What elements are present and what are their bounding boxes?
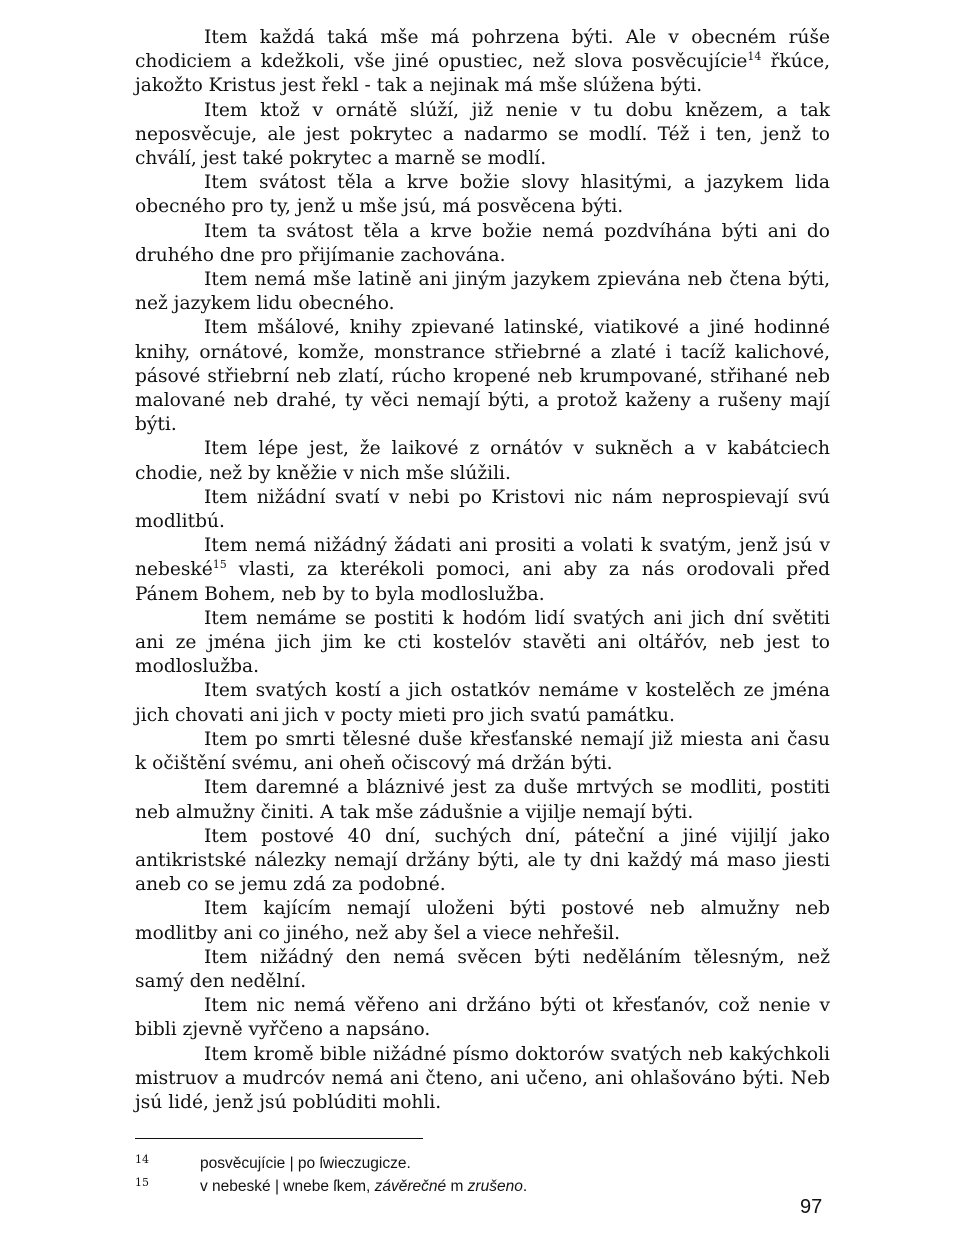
paragraph-1 (135, 26, 830, 99)
paragraph-14: Item postové 40 dní, suchých dní, páteční a jiné vijiljí jako antikristské nálezky nemají držány býti, ale ty dni každý má maso jiesti aneb co se jemu zdá za podobné. (135, 825, 830, 896)
footnote-ref-14: 14 (747, 50, 762, 64)
footnote-italic-note: zrušeno (467, 1178, 523, 1195)
footnote-text-part: m (446, 1178, 468, 1195)
paragraph-text-continued: řkúce, jakožto Kristus jest řekl - tak a nejinak má mše slúžena býti. (135, 51, 830, 97)
paragraph-5: Item nemá mše latině ani jiným jazykem zpievána neb čtena býti, než jazykem lidu obecného. (135, 269, 830, 315)
paragraph-9 (135, 534, 830, 607)
paragraph-4: Item ta svátost těla a krve božie nemá pozdvíhána býti ani do druhého dne pro přijímanie zachována. (135, 220, 830, 266)
footnote-number: 14 (135, 1153, 149, 1166)
footnote-15 (135, 1175, 695, 1198)
footnote-text (200, 1175, 527, 1198)
footnote-14 (135, 1152, 695, 1175)
paragraph-15: Item kajícím nemají uloženi býti postové neb almužny neb modlitby ani co jiného, než aby šel a viece nehřešil. (135, 898, 830, 944)
footnote-italic-note: závěrečné (374, 1178, 447, 1195)
footnote-number: 15 (135, 1176, 149, 1189)
paragraph-18: Item kromě bible nižádné písmo doktorów svatých neb kakýchkoli mistruov a mudrcóv nemá ani čteno, ani učeno, ani ohlašováno býti. Neb jsú lidé, jenž jsú poblúditi mohli. (135, 1043, 830, 1113)
paragraph-2: Item ktož v ornátě slúží, již nenie v tu dobu knězem, a tak neposvěcuje, ale jest pokrytec a nadarmo se modlí. Též i ten, jenž to chválí, jest také pokrytec a marně se modlí. (135, 99, 830, 170)
footnote-ref-15: 15 (212, 558, 227, 572)
paragraph-7: Item lépe jest, že laikové z ornátóv v suknĕch a v kabátciech chodie, než by kněžie v nich mše slúžili. (135, 438, 830, 484)
paragraph-17: Item nic nemá věřeno ani držáno býti ot křesťanóv, což nenie v bibli zjevně vyřčeno a napsáno. (135, 995, 830, 1041)
footnote-text: posvěcujície | po ſwieczugicze. (200, 1155, 411, 1172)
footnote-separator (135, 1138, 423, 1139)
paragraph-10: Item nemáme se postiti k hodóm lidí svatých ani jich dní světiti ani ze jména jich jim ke cti kostelóv stavěti ani oltářóv, neb jest to modloslužba. (135, 607, 830, 678)
footnote-text-part: . (522, 1178, 528, 1195)
paragraph-text-continued: vlasti, za kterékoli pomoci, ani aby za nás orodovali před Pánem Bohem, neb by to byla modloslužba. (135, 559, 830, 605)
paragraph-8: Item nižádní svatí v nebi po Kristovi nic nám neprospievají svú modlitbú. (135, 486, 830, 533)
paragraph-3: Item svátost těla a krve božie slovy hlasitými, a jazykem lida obecného pro ty, jenž u mše jsú, má posvěcena býti. (135, 172, 830, 218)
main-text (135, 26, 830, 1115)
page-number: 97 (800, 1196, 823, 1218)
paragraph-16: Item nižádný den nemá svěcen býti neděláním tělesným, než samý den nedělní. (135, 946, 830, 992)
paragraph-11: Item svatých kostí a jich ostatkóv nemáme v kostelěch ze jména jich chovati ani jich v pocty mieti pro jich svatú památku. (135, 680, 830, 726)
footnotes (135, 1152, 695, 1198)
paragraph-12: Item po smrti tělesné duše křesťanské nemají již miesta ani času k očištění svému, ani oheň očiscový má držán býti. (135, 728, 830, 775)
paragraph-text: Item nemá nižádný žádati ani prositi a volati k svatým, jenž jsú v nebeské (135, 535, 830, 581)
paragraph-6: Item mšálové, knihy zpievané latinské, viatikové a jiné hodinné knihy, ornátové, komže, monstrance střiebrné a zlaté i tacíž kalichové, pásové střiebrní neb zlatí, rúcho kropené neb krumpované, střihané neb malované neb drahé, ty věci nemají býti, a protož kaženy a rušeny mají býti. (135, 317, 830, 436)
paragraph-13: Item daremné a bláznivé jest za duše mrtvých se modliti, postiti neb almužny činiti. A tak mše zádušnie a vijilje nemají býti. (135, 777, 830, 823)
footnote-text-part: v nebeské | wnebe ſkem, (200, 1178, 375, 1195)
paragraph-text: Item každá taká mše má pohrzena býti. Ale v obecném rúše chodiciem a kdežkoli, vše jiné opustiec, než slova posvěcujície (135, 27, 830, 73)
